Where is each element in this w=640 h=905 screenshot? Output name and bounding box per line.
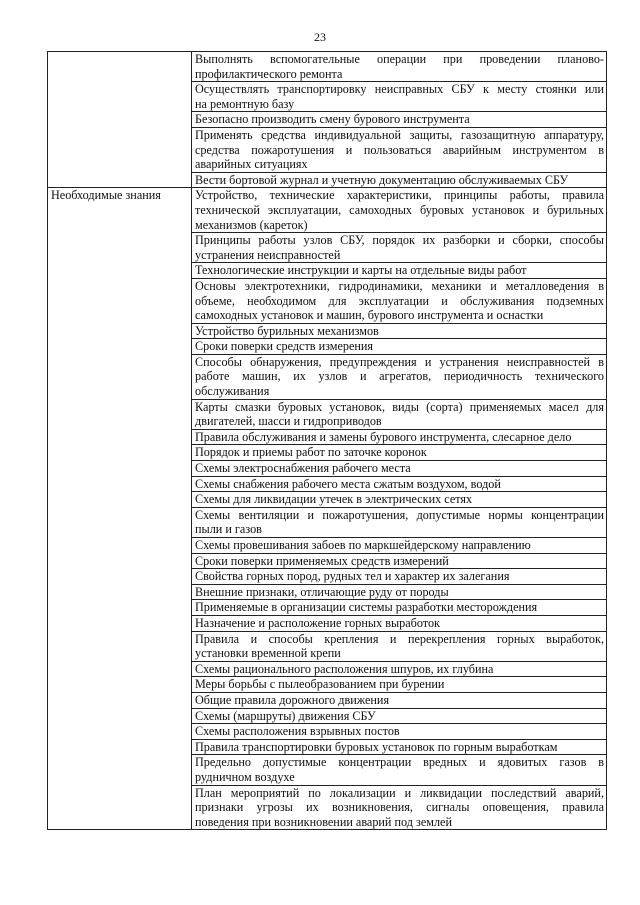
skill-cell	[192, 172, 607, 188]
text-line: Схемы снабжения рабочего места сжатым воздухом, водой	[195, 476, 501, 491]
text-line: Схемы вентиляции и пожаротушения, допустимые нормы концентрации	[195, 507, 604, 522]
knowledge-cell	[192, 233, 607, 263]
text-line: Схемы для ликвидации утечек в электрических сетях	[195, 492, 473, 507]
knowledge-cell	[192, 569, 607, 585]
text-line: самоходных установок и машин, бурового инструмента и оснастки	[195, 308, 544, 323]
knowledge-cell	[192, 584, 607, 600]
text-line: Схемы провешивания забоев по маркшейдерскому направлению	[195, 538, 531, 552]
knowledge-cell	[192, 677, 607, 693]
knowledge-cell	[192, 538, 607, 554]
text-line: Правила обслуживания и замены бурового инструмента, слесарное дело	[195, 429, 572, 444]
page-number: 23	[314, 30, 326, 44]
knowledge-cell	[192, 445, 607, 461]
skill-cell	[192, 52, 607, 82]
text-line: Применять средства индивидуальной защиты, газозащитную аппаратуру,	[195, 127, 604, 142]
skill-cell	[192, 127, 607, 172]
text-line: Вести бортовой журнал и учетную документацию обслуживаемых СБУ	[195, 172, 569, 187]
knowledge-cell	[192, 724, 607, 740]
knowledge-cell	[192, 708, 607, 724]
text-line: Внешние признаки, отличающие руду от породы	[195, 584, 449, 599]
text-line: Принципы работы узлов СБУ, порядок их разборки и сборки, способы	[195, 233, 604, 248]
table-row	[48, 52, 607, 82]
text-line: пыли и газов	[195, 522, 262, 537]
text-line: Правила и способы крепления и перекрепления горных выработок,	[195, 631, 604, 646]
knowledge-cell	[192, 692, 607, 708]
text-line: Правила транспортировки буровых установок по горным выработкам	[195, 739, 558, 754]
text-line: Схемы электроснабжения рабочего места	[195, 461, 411, 476]
text-line: Выполнять вспомогательные операции при проведении планово-	[195, 52, 604, 66]
text-line: Осуществлять транспортировку неисправных СБУ к месту стоянки или	[195, 82, 604, 97]
knowledge-cell	[192, 553, 607, 569]
competency-table	[47, 51, 607, 830]
knowledge-cell	[192, 188, 607, 233]
text-line: Безопасно производить смену бурового инструмента	[195, 112, 470, 127]
text-line: Схемы рационального расположения шпуров, их глубина	[195, 661, 494, 676]
text-line: Назначение и расположение горных выработок	[195, 615, 440, 630]
text-line: Предельно допустимые концентрации вредных и ядовитых газов в	[195, 755, 604, 770]
knowledge-cell	[192, 615, 607, 631]
text-line: устранения неисправностей	[195, 247, 341, 262]
knowledge-cell	[192, 600, 607, 616]
text-line: средства пожаротушения и пользоваться аварийным инструментом в	[195, 142, 604, 157]
knowledge-cell	[192, 339, 607, 355]
text-line: установки временной крепи	[195, 646, 341, 661]
knowledge-cell	[192, 661, 607, 677]
text-line: аварийных ситуациях	[195, 157, 308, 172]
skill-cell	[192, 112, 607, 128]
knowledge-cell	[192, 278, 607, 323]
text-line: Основы электротехники, гидродинамики, механики и металловедения в	[195, 278, 604, 293]
text-line: Устройство бурильных механизмов	[195, 323, 379, 338]
knowledge-cell	[192, 492, 607, 508]
text-line: Способы обнаружения, предупреждения и устранения неисправностей в	[195, 354, 604, 369]
knowledge-cell	[192, 476, 607, 492]
knowledge-cell	[192, 263, 607, 279]
text-line: Порядок и приемы работ по заточке коронок	[195, 445, 427, 460]
text-line: профилактического ремонта	[195, 66, 343, 81]
text-line: Технологические инструкции и карты на отдельные виды работ	[195, 263, 527, 278]
table-body	[48, 52, 607, 830]
text-line: Свойства горных пород, рудных тел и характер их залегания	[195, 569, 510, 584]
table-row	[48, 188, 607, 233]
text-line: работе машин, их узлов и агрегатов, периодичность технического	[195, 369, 604, 384]
knowledge-cell	[192, 323, 607, 339]
knowledge-cell	[192, 785, 607, 830]
text-line: Применяемые в организации системы разработки месторождения	[195, 600, 538, 615]
knowledge-cell	[192, 755, 607, 785]
knowledge-cell	[192, 507, 607, 537]
knowledge-cell	[192, 354, 607, 399]
text-line: рудничном воздухе	[195, 769, 295, 784]
text-line: обслуживания	[195, 384, 270, 399]
text-line: Схемы (маршруты) движения СБУ	[195, 708, 376, 723]
text-line: Сроки поверки средств измерения	[195, 339, 374, 354]
text-line: технической эксплуатации, самоходных буровых установок и бурильных	[195, 202, 604, 217]
text-line: Меры борьбы с пылеобразованием при бурении	[195, 677, 445, 692]
knowledge-cell	[192, 461, 607, 477]
knowledge-cell	[192, 429, 607, 445]
text-line: План мероприятий по локализации и ликвидации последствий аварий,	[195, 785, 604, 800]
knowledge-cell	[192, 739, 607, 755]
text-line: Устройство, технические характеристики, принципы работы, правила	[195, 188, 604, 203]
text-line: объеме, необходимом для эксплуатации и обслуживания подземных	[195, 293, 604, 308]
text-line: Схемы расположения взрывных постов	[195, 724, 400, 739]
empty-label-cell	[48, 52, 192, 188]
skill-cell	[192, 82, 607, 112]
text-line: Общие правила дорожного движения	[195, 692, 390, 707]
text-line: на ремонтную базу	[195, 96, 295, 111]
text-line: Карты смазки буровых установок, виды (сорта) применяемых масел для	[195, 399, 604, 414]
text-line: признаки угрозы их возникновения, сигналы оповещения, правила	[195, 800, 604, 815]
text-line: Сроки поверки применяемых средств измерений	[195, 553, 449, 568]
text-line: механизмов (кареток)	[195, 217, 308, 232]
text-line: двигателей, шасси и гидроприводов	[195, 414, 382, 429]
section-label: Необходимые знания	[48, 188, 192, 830]
text-line: поведения при возникновении аварий под землей	[195, 814, 452, 829]
knowledge-cell	[192, 631, 607, 661]
knowledge-cell	[192, 399, 607, 429]
